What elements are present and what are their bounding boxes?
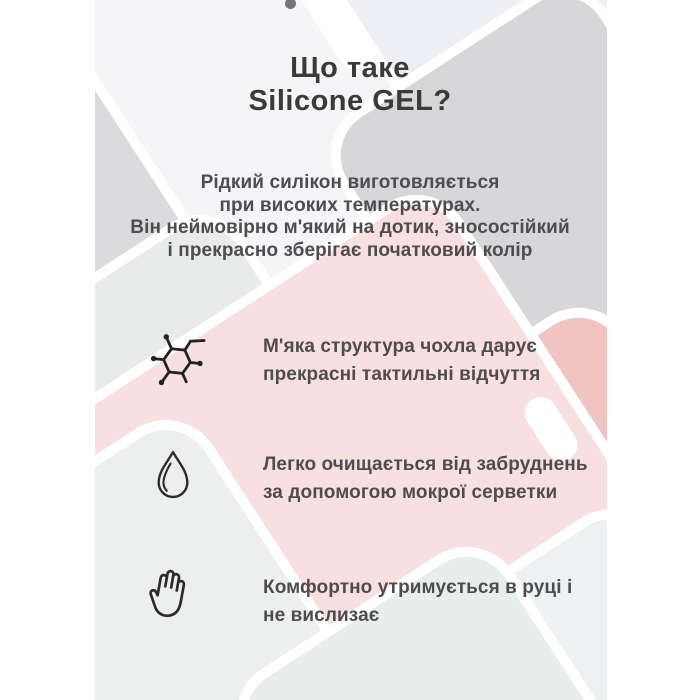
feature-1-line-1: М'яка структура чохла дарує: [263, 336, 538, 357]
hand-icon: [141, 567, 195, 621]
intro-line-2: при високих температурах.: [219, 194, 481, 216]
intro-line-1: Рідкий силікон виготовляється: [200, 172, 500, 193]
feature-3-line-2: не вислизає: [263, 605, 380, 626]
title-line-1: Що таке: [290, 52, 410, 84]
water-drop-icon: [152, 447, 194, 503]
feature-text-soft-structure: [263, 333, 540, 389]
page-title: [0, 52, 700, 118]
feature-3-line-1: Комфортно утримується в руці і: [263, 577, 573, 598]
feature-1-line-2: прекрасні тактильні відчуття: [263, 364, 541, 385]
feature-text-comfort-grip: [263, 574, 572, 630]
intro-paragraph: [0, 172, 700, 262]
feature-2-line-1: Легко очищається від забруднень: [263, 454, 588, 475]
title-line-2: Silicone GEL?: [248, 85, 452, 117]
feature-text-easy-clean: [263, 451, 588, 507]
molecule-icon: [146, 328, 208, 390]
feature-2-line-2: за допомогою мокрої серветки: [263, 482, 558, 503]
intro-line-3: Він неймовірно м'який на дотик, зносостійкий: [130, 217, 570, 238]
intro-line-4: і прекрасно зберігає початковий колір: [167, 239, 533, 261]
